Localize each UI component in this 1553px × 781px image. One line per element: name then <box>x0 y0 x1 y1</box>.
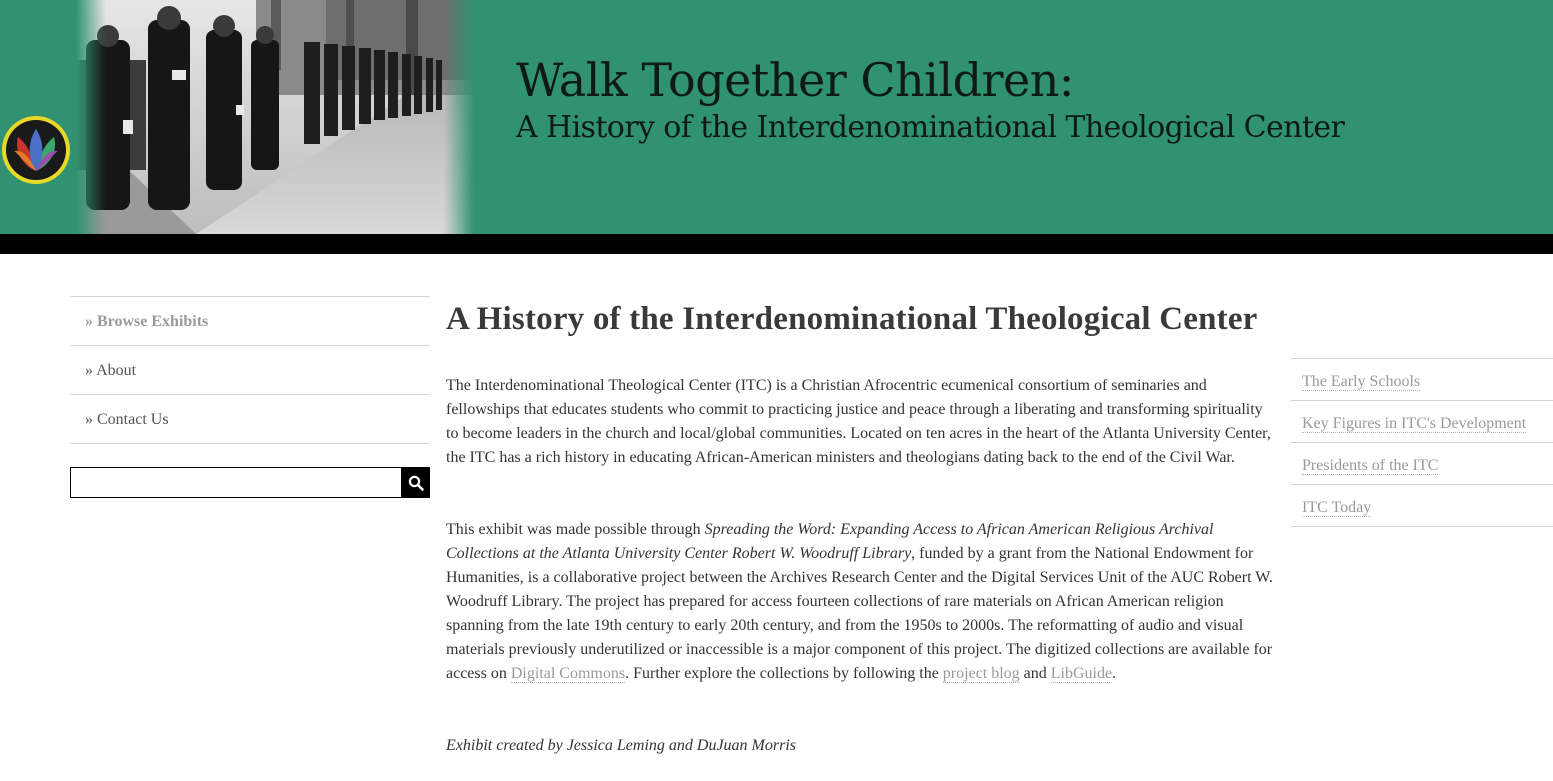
exhibit-pages-list <box>1291 358 1553 527</box>
exhibit-page-item <box>1291 485 1553 527</box>
funding-body-text: , funded by a grant from the National Endowment for Humanities, is a collaborative project between the Archives Research Center and the Digital Services Unit of the AUC Robert W. Woodruff Library. The project has prepared for access fourteen collections of rare materials on African American religion spanning from the late 19th century to early 20th century, and from the 1950s to 2000s. The reformatting of audio and visual materials previously underutilized or inaccessible is a major component of this project. The digitized collections are available for access on <box>446 545 1273 682</box>
nav-item-about <box>70 346 430 395</box>
search-button[interactable] <box>401 467 430 498</box>
funding-and-text: and <box>1019 665 1051 682</box>
nav-link-about[interactable]: » About <box>85 362 137 379</box>
exhibit-page-item <box>1291 359 1553 401</box>
search-icon <box>408 475 424 491</box>
funding-intro-text: This exhibit was made possible through <box>446 521 705 538</box>
exhibit-credit: Exhibit created by Jessica Leming and DuJuan Morris <box>446 737 797 754</box>
site-banner <box>0 0 1553 234</box>
procession-photo <box>76 0 474 234</box>
banner-title: Walk Together Children: <box>516 53 1074 107</box>
project-blog-link[interactable]: project blog <box>942 665 1020 682</box>
banner-divider-bar <box>0 234 1553 254</box>
exhibit-link-itc-today[interactable]: ITC Today <box>1302 499 1372 516</box>
search-input[interactable] <box>70 467 401 498</box>
page-title: A History of the Interdenominational Theological Center <box>446 301 1258 337</box>
funding-end-text: . <box>1112 665 1117 682</box>
nav-link-browse-exhibits[interactable]: » Browse Exhibits <box>85 313 209 330</box>
primary-nav-list <box>70 296 430 444</box>
digital-commons-link[interactable]: Digital Commons <box>510 665 626 682</box>
itc-logo-icon[interactable] <box>0 113 72 186</box>
exhibit-page-item <box>1291 401 1553 443</box>
nav-item-browse-exhibits <box>70 297 430 346</box>
libguide-link[interactable]: LibGuide <box>1050 665 1113 682</box>
photo-fade-left <box>76 0 106 234</box>
exhibit-link-presidents[interactable]: Presidents of the ITC <box>1302 457 1439 474</box>
banner-subtitle: A History of the Interdenominational Theological Center <box>516 110 1345 145</box>
project-title-text: Spreading the Word: Expanding Access to African American Religious Archival Collections at the Atlanta University Center Robert W. Woodruff Library <box>446 521 1214 562</box>
funding-paragraph <box>446 518 1278 686</box>
exhibit-link-key-figures[interactable]: Key Figures in ITC's Development <box>1302 415 1527 432</box>
intro-paragraph: The Interdenominational Theological Center (ITC) is a Christian Afrocentric ecumenical consortium of seminaries and fellowships that educates students who commit to practicing justice and peace through a liberating and transforming spirituality to become leaders in the church and local/global communities. Located on ten acres in the heart of the Atlanta University Center, the ITC has a rich history in educating African-American ministers and theologians dating back to the end of the Civil War. <box>446 377 1271 466</box>
nav-link-contact-us[interactable]: » Contact Us <box>85 411 169 428</box>
photo-fade-right <box>444 0 474 234</box>
funding-mid-text: . Further explore the collections by following the <box>625 665 943 682</box>
main-content <box>446 296 1278 754</box>
exhibit-link-early-schools[interactable]: The Early Schools <box>1302 373 1421 390</box>
exhibit-page-item <box>1291 443 1553 485</box>
search-form <box>70 467 430 498</box>
nav-item-contact-us <box>70 395 430 444</box>
